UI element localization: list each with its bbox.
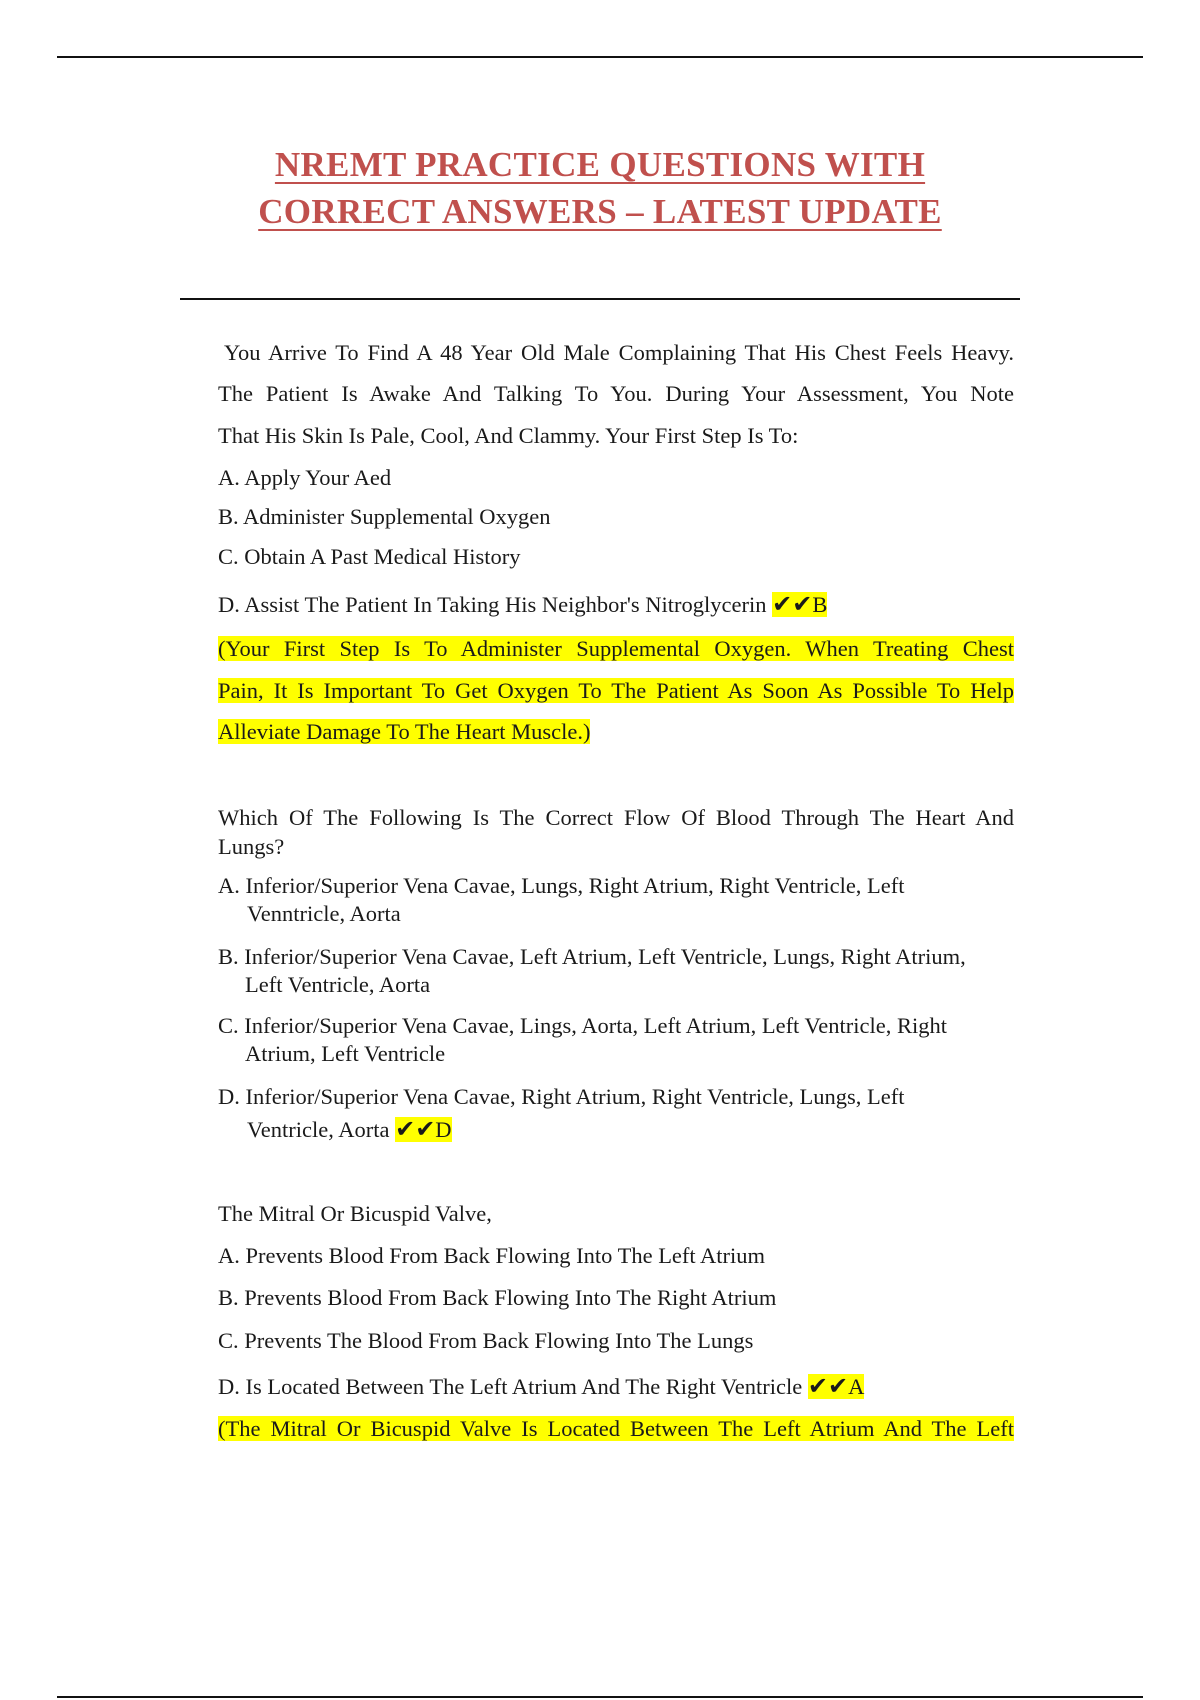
- question-1-option-b: B. Administer Supplemental Oxygen: [218, 504, 551, 529]
- question-2-option-c: C. Inferior/Superior Vena Cavae, Lings, Aorta, Left Atrium, Left Ventricle, Right: [218, 1013, 947, 1038]
- question-2-option-a: A. Inferior/Superior Vena Cavae, Lungs, Right Atrium, Right Ventricle, Left: [218, 873, 905, 898]
- checkmark-icon: ✔✔: [807, 1372, 849, 1400]
- question-1-stem-line: You Arrive To Find A 48 Year Old Male Complaining That His Chest Feels Heavy.: [224, 340, 1014, 365]
- question-2-option-b-cont: Left Ventricle, Aorta: [245, 972, 431, 997]
- answer-badge: [772, 592, 827, 617]
- question-1-rationale-line: Pain, It Is Important To Get Oxygen To The Patient As Soon As Possible To Help: [218, 678, 1014, 703]
- question-2-option-d: D. Inferior/Superior Vena Cavae, Right Atrium, Right Ventricle, Lungs, Left: [218, 1084, 905, 1109]
- bottom-rule: [57, 1696, 1143, 1698]
- document-title-line-2: CORRECT ANSWERS – LATEST UPDATE: [258, 192, 942, 231]
- option-d-text: D. Assist The Patient In Taking His Neighbor's Nitroglycerin: [218, 592, 767, 617]
- question-1-option-c: C. Obtain A Past Medical History: [218, 544, 521, 569]
- question-3-option-c: C. Prevents The Blood From Back Flowing Into The Lungs: [218, 1328, 754, 1353]
- title-divider: [180, 298, 1020, 300]
- question-2-option-a-cont: Venntricle, Aorta: [247, 901, 401, 926]
- question-3-stem-line: The Mitral Or Bicuspid Valve,: [218, 1201, 492, 1226]
- checkmark-icon: ✔✔: [772, 590, 813, 618]
- answer-badge: [395, 1117, 451, 1142]
- question-3-option-a: A. Prevents Blood From Back Flowing Into The Left Atrium: [218, 1243, 766, 1268]
- question-2-option-b: B. Inferior/Superior Vena Cavae, Left Atrium, Left Ventricle, Lungs, Right Atrium,: [218, 944, 966, 969]
- question-1-option-a: A. Apply Your Aed: [218, 465, 392, 490]
- question-2-option-d-cont: Ventricle, Aorta ✔✔D: [247, 1115, 452, 1143]
- checkmark-icon: ✔✔: [395, 1115, 436, 1143]
- answer-badge: [808, 1374, 864, 1399]
- question-2-stem-line: Lungs?: [218, 834, 285, 859]
- answer-letter: A: [848, 1374, 865, 1399]
- question-2-option-c-cont: Atrium, Left Ventricle: [245, 1041, 446, 1066]
- question-1-option-d: [218, 590, 827, 618]
- answer-letter: B: [812, 592, 828, 617]
- question-3-option-d: D. Is Located Between The Left Atrium And The Right Ventricle ✔✔A: [218, 1372, 865, 1400]
- question-2-stem-line: Which Of The Following Is The Correct Flow Of Blood Through The Heart And: [218, 805, 1014, 830]
- question-3-rationale-line: (The Mitral Or Bicuspid Valve Is Located Between The Left Atrium And The Left: [218, 1416, 1014, 1441]
- question-3-option-b: B. Prevents Blood From Back Flowing Into The Right Atrium: [218, 1285, 777, 1310]
- document-title-line-1: NREMT PRACTICE QUESTIONS WITH: [274, 145, 926, 184]
- question-1-stem-line: That His Skin Is Pale, Cool, And Clammy. Your First Step Is To:: [218, 423, 799, 448]
- answer-letter: D: [435, 1117, 452, 1142]
- question-1-stem-line: The Patient Is Awake And Talking To You. During Your Assessment, You Note: [218, 381, 1014, 406]
- question-1-rationale-line: Alleviate Damage To The Heart Muscle.): [218, 719, 591, 744]
- top-rule: [57, 56, 1143, 58]
- question-1-rationale-line: (Your First Step Is To Administer Supplemental Oxygen. When Treating Chest: [218, 636, 1014, 661]
